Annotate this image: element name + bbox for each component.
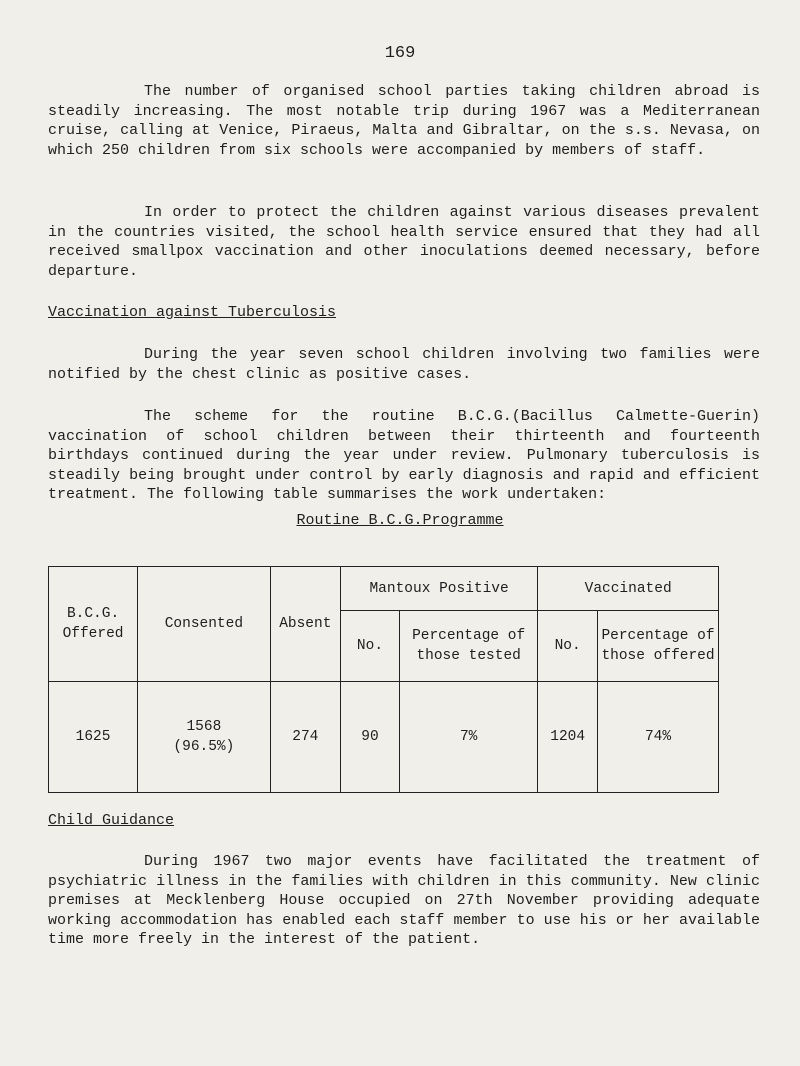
bcg-programme-table — [48, 566, 719, 793]
cell-consented — [138, 682, 271, 793]
paragraph-bcg-scheme: The scheme for the routine B.C.G.(Bacillus Calmette-Guerin) vaccination of school children between their thirteenth and fourteenth birthdays continued during the year under review. Pulmonary tuberculosis is steadily being brought under control by early diagnosis and rapid and efficient treatment. The following table summarises the work undertaken: — [48, 408, 760, 503]
page-number: 169 — [384, 44, 416, 63]
paragraph-protection: In order to protect the children against various diseases prevalent in the countries visited, the school health service ensured that they had all received smallpox vaccination and other inoculations deemed necessary, before departure. — [48, 204, 760, 280]
table-title: Routine B.C.G.Programme — [296, 512, 504, 529]
header-vaccinated-percentage: Percentage of those offered — [598, 611, 719, 682]
header-bcg-offered: B.C.G. Offered — [49, 567, 138, 682]
cell-vaccinated-no: 1204 — [538, 682, 598, 793]
paragraph-chest-clinic: During the year seven school children involving two families were notified by the chest clinic as positive cases. — [48, 346, 760, 383]
header-mantoux-no: No. — [340, 611, 399, 682]
paragraph-child-guidance: During 1967 two major events have facilitated the treatment of psychiatric illness in the families with children in this community. New clinic premises at Mecklenberg House occupied on 27th November providing adequate working accommodation has enabled each staff member to use his or her available time more freely in the interest of the patient. — [48, 853, 760, 948]
cell-offered: 1625 — [49, 682, 138, 793]
header-absent: Absent — [270, 567, 340, 682]
header-mantoux-positive: Mantoux Positive — [340, 567, 537, 611]
cell-consented-value: 1568 — [186, 719, 222, 735]
heading-child-guidance: Child Guidance — [48, 812, 175, 829]
header-vaccinated: Vaccinated — [538, 567, 719, 611]
cell-vaccinated-percentage: 74% — [598, 682, 719, 793]
cell-mantoux-percentage: 7% — [400, 682, 538, 793]
cell-mantoux-no: 90 — [340, 682, 399, 793]
header-consented: Consented — [138, 567, 271, 682]
paragraph-school-parties: The number of organised school parties taking children abroad is steadily increasing. The most notable trip during 1967 was a Mediterranean cruise, calling at Venice, Piraeus, Malta and Gibraltar, on the s.s. Nevasa, on which 250 children from six schools were accompanied by members of staff. — [48, 83, 760, 159]
cell-absent: 274 — [270, 682, 340, 793]
heading-tuberculosis: Vaccination against Tuberculosis — [48, 304, 337, 321]
header-mantoux-percentage: Percentage of those tested — [400, 611, 538, 682]
header-vaccinated-no: No. — [538, 611, 598, 682]
cell-consented-percentage: (96.5%) — [173, 739, 235, 755]
